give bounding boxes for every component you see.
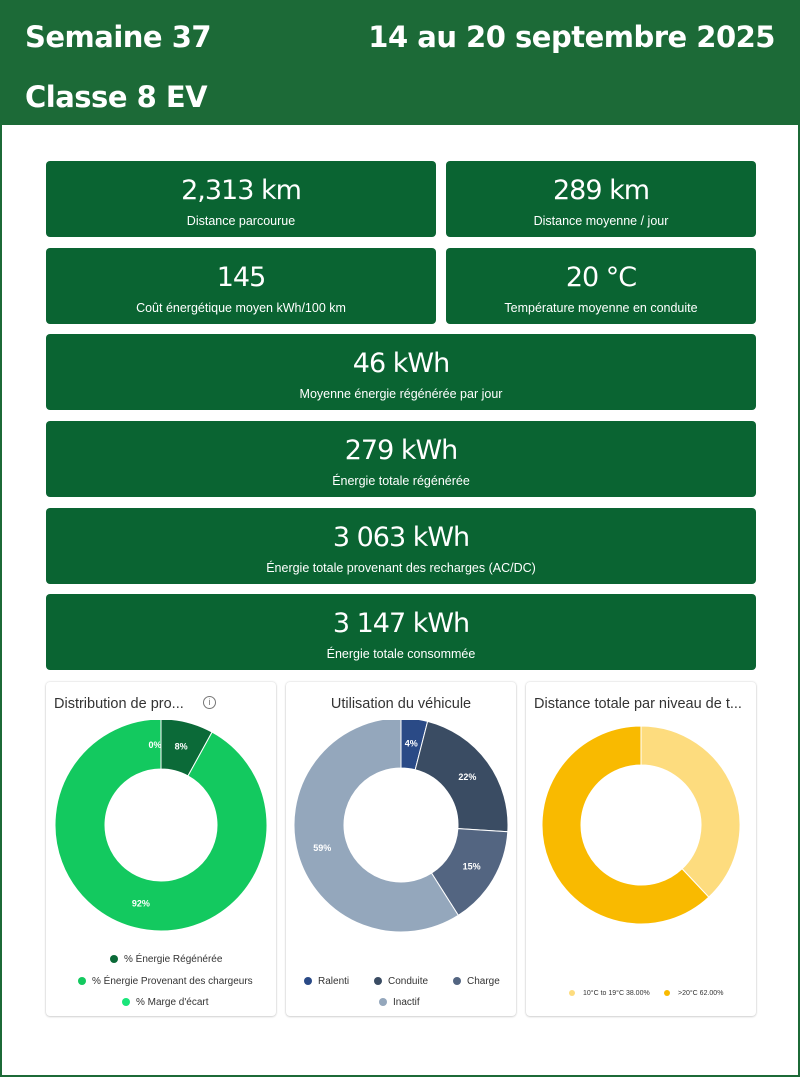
kpi-label: Distance moyenne / jour bbox=[533, 214, 669, 228]
kpi-total-regen bbox=[46, 421, 756, 497]
legend-item[interactable] bbox=[374, 976, 428, 987]
vehicle-class: Classe 8 EV bbox=[25, 80, 208, 114]
dashboard-panel bbox=[2, 125, 798, 1075]
legend-dot bbox=[304, 977, 312, 985]
legend-dot bbox=[664, 990, 670, 996]
legend-item[interactable] bbox=[304, 976, 349, 987]
header bbox=[0, 0, 800, 125]
kpi-avg-regen bbox=[46, 334, 756, 410]
legend-item[interactable] bbox=[379, 997, 420, 1008]
kpi-distance bbox=[46, 161, 436, 237]
legend-label: % Énergie Provenant des chargeurs bbox=[92, 976, 253, 987]
legend-item[interactable] bbox=[569, 990, 650, 997]
kpi-value: 3 063 kWh bbox=[332, 522, 470, 553]
legend-dot bbox=[110, 955, 118, 963]
legend-dot bbox=[453, 977, 461, 985]
slice-label: 4% bbox=[404, 738, 418, 749]
legend-dot bbox=[374, 977, 382, 985]
kpi-label: Énergie totale provenant des recharges (AC/DC) bbox=[266, 561, 536, 575]
donut-chart-usage bbox=[286, 720, 516, 970]
donut-slice[interactable] bbox=[55, 720, 267, 931]
chart-card-distribution bbox=[46, 682, 276, 1016]
kpi-label: Coût énergétique moyen kWh/100 km bbox=[136, 301, 346, 315]
chart-title: Distribution de pro... bbox=[54, 696, 184, 712]
kpi-total-charge bbox=[46, 508, 756, 584]
kpi-avg-distance bbox=[446, 161, 756, 237]
kpi-energy-cost bbox=[46, 248, 436, 324]
kpi-value: 2,313 km bbox=[181, 175, 301, 206]
kpi-value: 279 kWh bbox=[344, 435, 458, 466]
legend-label: 10°C to 19°C 38.00% bbox=[583, 990, 650, 997]
kpi-total-consumed bbox=[46, 594, 756, 670]
slice-label: 92% bbox=[131, 898, 150, 909]
legend-label: % Énergie Régénérée bbox=[124, 954, 223, 965]
legend-dot bbox=[379, 998, 387, 1006]
legend-item[interactable] bbox=[122, 997, 209, 1008]
legend-dot bbox=[569, 990, 575, 996]
slice-label: 8% bbox=[174, 741, 188, 752]
kpi-value: 289 km bbox=[552, 175, 650, 206]
legend-label: >20°C 62.00% bbox=[678, 990, 724, 997]
legend-label: Conduite bbox=[388, 976, 429, 987]
legend-dot bbox=[78, 977, 86, 985]
kpi-label: Énergie totale régénérée bbox=[332, 474, 470, 488]
donut-chart-temperature-distance bbox=[526, 720, 756, 970]
legend-item[interactable] bbox=[453, 976, 500, 987]
legend-label: Inactif bbox=[393, 997, 420, 1008]
legend-label: Ralenti bbox=[318, 976, 350, 987]
donut-chart-distribution bbox=[46, 720, 276, 970]
date-range: 14 au 20 septembre 2025 bbox=[368, 20, 775, 54]
legend-item[interactable] bbox=[78, 976, 253, 987]
kpi-value: 145 bbox=[216, 262, 266, 293]
kpi-value: 20 °C bbox=[565, 262, 637, 293]
kpi-label: Moyenne énergie régénérée par jour bbox=[299, 387, 503, 401]
chart-title: Distance totale par niveau de t... bbox=[534, 696, 742, 712]
chart-card-temperature-distance bbox=[526, 682, 756, 1016]
chart-card-usage bbox=[286, 682, 516, 1016]
legend-item[interactable] bbox=[664, 990, 723, 997]
week-label: Semaine 37 bbox=[25, 20, 212, 54]
kpi-temperature bbox=[446, 248, 756, 324]
slice-label: 15% bbox=[462, 861, 481, 872]
slice-label: 0% bbox=[148, 740, 162, 750]
kpi-label: Température moyenne en conduite bbox=[504, 301, 698, 315]
slice-label: 59% bbox=[313, 842, 332, 853]
kpi-label: Distance parcourue bbox=[186, 214, 296, 228]
chart-title: Utilisation du véhicule bbox=[330, 696, 472, 712]
legend-label: Charge bbox=[467, 976, 500, 987]
donut-slice[interactable] bbox=[641, 726, 740, 897]
kpi-value: 3 147 kWh bbox=[332, 608, 470, 639]
kpi-label: Énergie totale consommée bbox=[326, 647, 476, 661]
legend-dot bbox=[122, 998, 130, 1006]
info-icon[interactable]: i bbox=[203, 696, 216, 709]
slice-label: 22% bbox=[458, 771, 477, 782]
kpi-value: 46 kWh bbox=[352, 348, 450, 379]
legend-label: % Marge d'écart bbox=[136, 997, 209, 1008]
legend-item[interactable] bbox=[110, 954, 222, 965]
